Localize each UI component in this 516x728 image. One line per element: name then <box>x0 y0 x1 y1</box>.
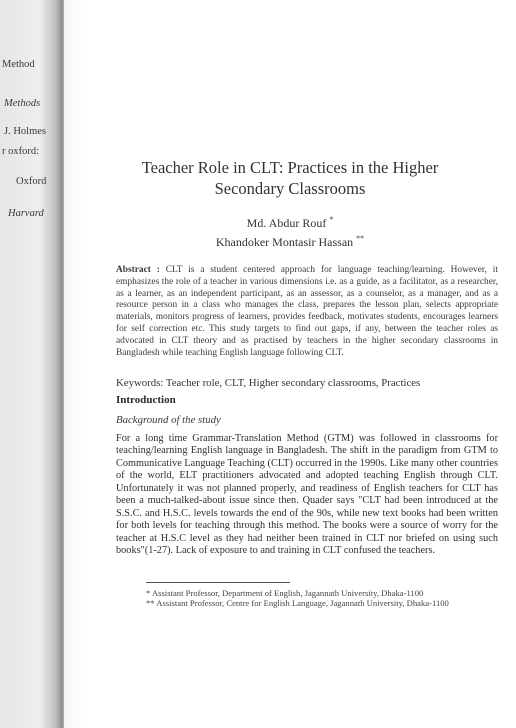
body-paragraph: For a long time Grammar-Translation Method (GTM) was followed in classrooms for teaching/learning English language in Bangladesh. The shift in the paradigm from GTM to Communicative Language Teaching (CLT) occurred in the 1990s. Like many other countries of the world, ELT practitioners advocated and adopted teaching English through CLT. Unfortunately it was not planned properly, and readiness of English teachers for CLT has been a much-talked-about issue since then. Quader says "CLT had been introduced at the S.S.C. and H.S.C. levels towards the end of the 90s, while new text books had been written for both levels for teaching through this method. The books were a source of worry for the teacher at H.S.C level as they had neither been trained in CLT nor briefed on using such books"(1-27). Lack of exposure to and training in CLT confused the teachers. <box>116 433 498 557</box>
author-2-mark: ** <box>356 234 365 243</box>
article-page <box>64 0 516 728</box>
section-heading: Introduction <box>116 394 176 406</box>
abstract-label: Abstract : <box>116 265 160 275</box>
footnotes <box>146 588 496 608</box>
author-1-mark: * <box>329 215 334 224</box>
margin-fragment: J. Holmes <box>4 126 46 137</box>
title-line: Secondary Classrooms <box>214 179 366 198</box>
footnote: * Assistant Professor, Department of English, Jagannath University, Dhaka-1100 <box>146 588 424 598</box>
abstract <box>116 265 498 359</box>
author-block <box>104 212 476 250</box>
margin-fragment: Oxford <box>16 176 47 187</box>
author-2: Khandoker Montasir Hassan <box>215 235 354 249</box>
footnote-rule <box>146 582 290 583</box>
abstract-text: CLT is a student centered approach for language teaching/learning. However, it emphasizes the role of a teacher in various dimensions i.e. as a guide, as a facilitator, as a researcher, as a learner, as an independent participant, as an assessor, as a counselor, as a manager, and as a resource person in a class who manages the class, prepares the lesson plan, selects appropriate materials, monitors progress of learners, provides feedback, motivates students, encourages learners for self correction etc. This study targets to find out gaps, if any, between the teacher roles as advocated in CLT theory and as practised by teachers in the higher secondary classrooms in Bangladesh while teaching English language following CLT. <box>116 265 499 358</box>
margin-fragment: Harvard <box>8 208 44 219</box>
article-title <box>104 157 476 199</box>
previous-page-edge <box>0 0 64 728</box>
footnote: ** Assistant Professor, Centre for English Language, Jagannath University, Dhaka-1100 <box>146 598 449 608</box>
margin-fragment: Methods <box>4 98 41 109</box>
subsection-heading: Background of the study <box>116 414 221 426</box>
keywords: Keywords: Teacher role, CLT, Higher secondary classrooms, Practices <box>116 377 421 389</box>
title-line: Teacher Role in CLT: Practices in the Higher <box>141 158 439 177</box>
margin-fragment: r oxford: <box>2 146 40 157</box>
author-name <box>104 231 476 250</box>
margin-fragment: Method <box>2 59 35 70</box>
author-1: Md. Abdur Rouf <box>246 216 327 230</box>
author-name <box>104 212 476 231</box>
